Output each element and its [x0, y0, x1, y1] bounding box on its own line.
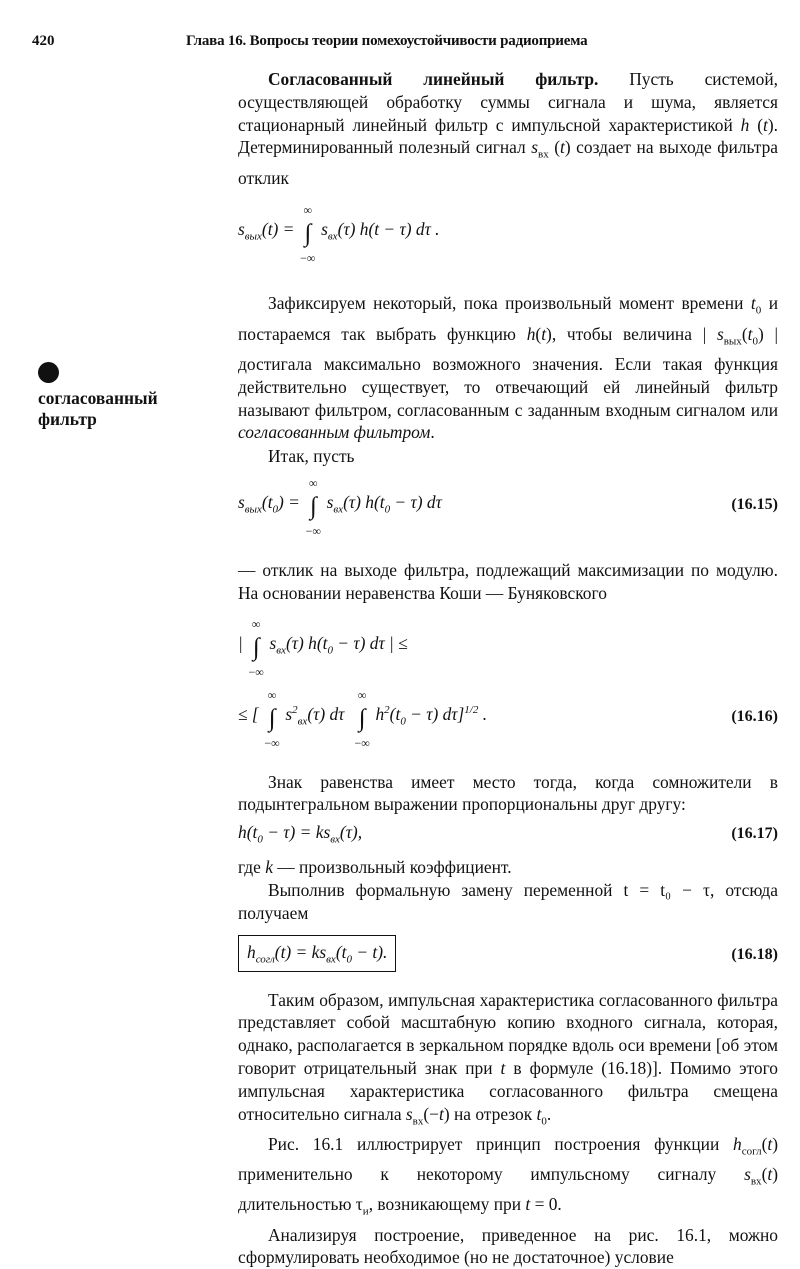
margin-bullet-icon	[38, 362, 59, 383]
paragraph-10: Анализируя построение, приведенное на рис. 16.1, можно сформулировать необходимое (но не достаточное) условие	[238, 1224, 778, 1268]
paragraph-9: Рис. 16.1 иллюстрирует принцип построения функции $h_{согл}(t)$ применительно к некоторому импульсному сигналу $s_{вх}(t)$ длительностью $\tau_и$, возникающему при t = 0.	[238, 1133, 778, 1218]
paragraph-7: Выполнив формальную замену переменной t = t₀ − τ, отсюда получаем	[238, 879, 778, 923]
main-text	[238, 68, 778, 1269]
paragraph-4: — отклик на выходе фильтра, подлежащий максимизации по модулю. На основании неравенства Коши — Буняковского	[238, 559, 778, 603]
paragraph-8: Таким образом, импульсная характеристика согласованного фильтра представляет собой масштабную копию входного сигнала, которая, однако, располагается в зеркальном порядке вдоль оси времени [об этом говорит отрицательный знак при t в формуле (16.18)]. Помимо этого импульсная характеристика согласованного фильтра смещена относительно сигнала $s_{вх}(-t)$ на отрезок $t_0$.	[238, 989, 778, 1127]
equation-16-16-line1: | ∫ ∞ −∞ $s_{вх}(\tau) h(t_0 - \tau)$ dτ | ≤	[238, 616, 408, 679]
paragraph-3: Итак, пусть	[268, 446, 355, 467]
paragraph-1: Согласованный линейный фильтр. Пусть системой, осуществляющей обработку суммы сигнала и шума, является стационарный линейный фильтр с импульсной характеристикой h (t). Детерминированный полезный сигнал $s_{вх}$ (t) создает на выходе фильтра отклик	[238, 69, 778, 188]
running-head: Глава 16. Вопросы теории помехоустойчивости радиоприема	[186, 33, 588, 49]
term-matched-filter: согласованным фильтром	[238, 422, 431, 443]
equation-output: $s_{вых}(t)$ = ∫ ∞ −∞ $s_{вх}(\tau) h(t - \tau)$ dτ .	[238, 203, 440, 266]
paragraph-5: Знак равенства имеет место тогда, когда сомножители в подынтегральном выражении пропорциональны друг другу:	[238, 771, 778, 815]
equation-16-15: $s_{вых}(t_0)$ = ∫ ∞ −∞ $s_{вх}(\tau) h(t_0 - \tau)$ dτ (16.15)	[238, 475, 778, 538]
margin-note-line1: согласованный	[38, 388, 158, 408]
equation-16-17: $h(t_0 - \tau) = ks_{вх}(\tau)$, (16.17)	[238, 822, 778, 846]
equation-number: (16.17)	[731, 825, 778, 843]
paragraph-2: Зафиксируем некоторый, пока произвольный момент времени $t_0$ и постараемся так выбрать функцию h(t), чтобы величина | $s_{вых}(t_0)$ | достигала максимально возможного значения. Если такая функция действительно существует, то отвечающий ей линейный фильтр называют фильтром, согласованным с заданным входным сигналом или согласованным фильтром.	[238, 293, 779, 443]
equation-16-18	[238, 935, 778, 975]
equation-number: (16.18)	[731, 945, 778, 963]
margin-note-line2: фильтр	[38, 409, 97, 429]
boxed-formula: $h_{согл}(t) = ks_{вх}(t_0 - t)$.	[238, 935, 396, 972]
page-number: 420	[32, 33, 55, 49]
equation-16-16-line2: ≤ [ ∫ ∞ −∞ $s^2_{вх}(\tau)$ dτ ∫ ∞ −∞ $h^2(t_0 - \tau)$ dτ]$^{1/2}$ . (16.16)	[238, 687, 778, 750]
equation-number: (16.16)	[731, 708, 778, 726]
section-heading: Согласованный линейный фильтр.	[268, 69, 599, 89]
margin-note	[38, 388, 158, 430]
paragraph-6: где k — произвольный коэффициент.	[238, 857, 512, 878]
equation-number: (16.15)	[731, 496, 778, 514]
